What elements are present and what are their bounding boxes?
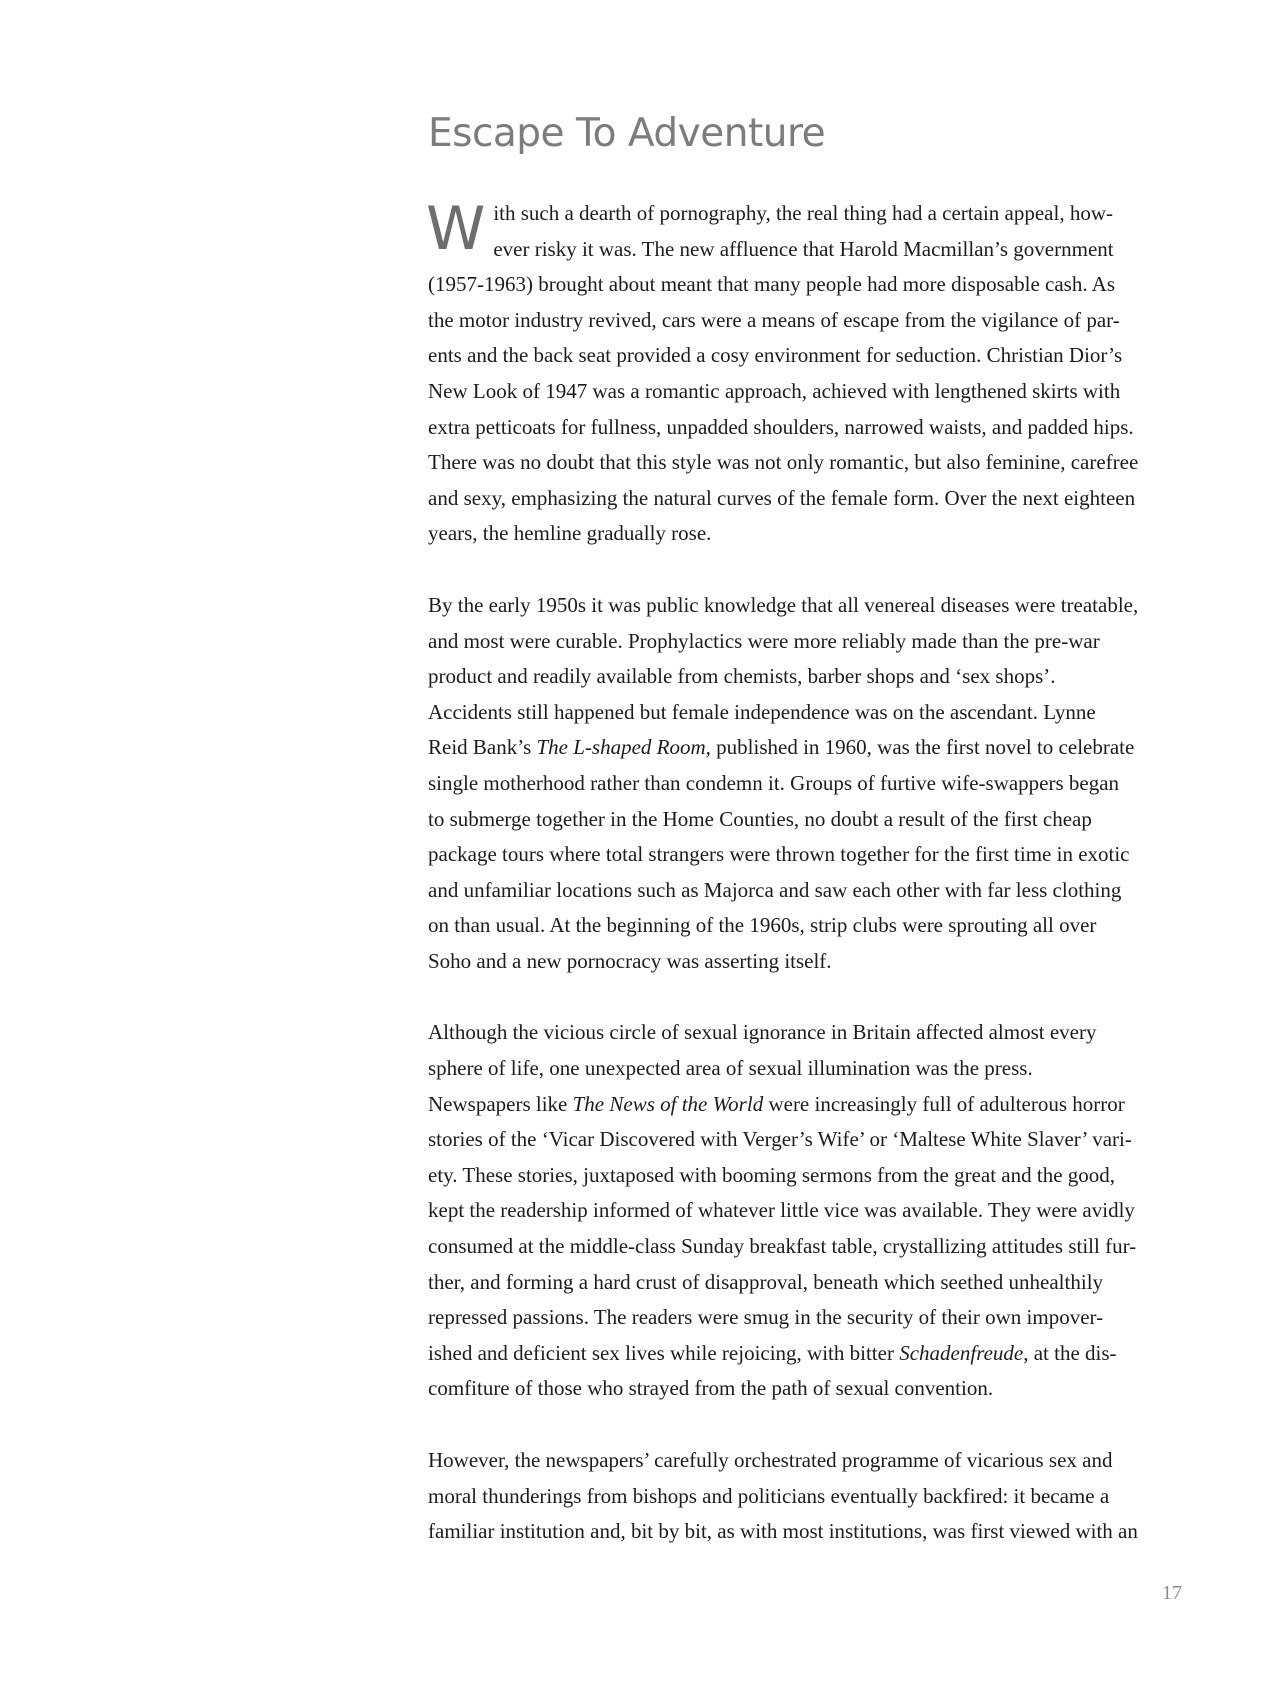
text-line: single motherhood rather than condemn it. Groups of furtive wife-swappers began [428,770,1120,795]
paragraph [428,1015,1188,1407]
text-line: comfiture of those who strayed from the path of sexual convention. [428,1376,994,1401]
text-line: stories of the ‘Vicar Discovered with Verger’s Wife’ or ‘Maltese White Slaver’ vari- [428,1127,1132,1152]
italic-title: The L-shaped Room [536,735,706,760]
text-line: and most were curable. Prophylactics were more reliably made than the pre-war [428,628,1100,653]
text-line: ith such a dearth of pornography, the real thing had a certain appeal, how- [493,201,1113,225]
italic-title: The News of the World [572,1091,764,1116]
text-line: Although the vicious circle of sexual ignorance in Britain affected almost every [428,1020,1097,1045]
text-line: However, the newspapers’ carefully orchestrated programme of vicarious sex and [428,1448,1113,1472]
text-run: Newspapers like [428,1091,573,1116]
text-line: years, the hemline gradually rose. [428,521,712,546]
text-run: , published in 1960, was the first novel to celebrate [705,735,1135,760]
text-line [428,730,1188,766]
paragraph [428,588,1188,980]
page-number: 17 [1162,1582,1182,1604]
paragraph [428,1443,1188,1550]
drop-cap: W [426,194,486,264]
text-line: moral thunderings from bishops and politicians eventually backfired: it became a [428,1483,1110,1508]
text-line: and sexy, emphasizing the natural curves of the female form. Over the next eighteen [428,485,1136,510]
text-line: kept the readership informed of whatever little vice was available. They were avidly [428,1198,1135,1223]
text-line: By the early 1950s it was public knowledge that all venereal diseases were treatable, [428,592,1139,617]
page-title: Escape To Adventure [428,111,826,156]
text-line: to submerge together in the Home Counties, no doubt a result of the first cheap [428,806,1092,831]
text-line: familiar institution and, bit by bit, as with most institutions, was first viewed with an [428,1519,1138,1544]
text-line [428,1087,1188,1123]
text-line: ents and the back seat provided a cosy environment for seduction. Christian Dior’s [428,343,1123,368]
text-line: ther, and forming a hard crust of disapproval, beneath which seethed unhealthily [428,1269,1104,1294]
text-line: extra petticoats for fullness, unpadded shoulders, narrowed waists, and padded hips. [428,414,1134,439]
text-line: New Look of 1947 was a romantic approach, achieved with lengthened skirts with [428,378,1121,403]
text-line: ever risky it was. The new affluence that Harold Macmillan’s government [493,236,1114,261]
text-line: the motor industry revived, cars were a means of escape from the vigilance of par- [428,307,1120,332]
text-run: were increasingly full of adulterous horror [763,1091,1125,1116]
italic-title: Schadenfreude [899,1340,1024,1365]
text-line: consumed at the middle-class Sunday breakfast table, crystallizing attitudes still fur- [428,1234,1137,1259]
text-line: on than usual. At the beginning of the 1960s, strip clubs were sprouting all over [428,913,1097,938]
paragraph [428,196,1188,552]
text-run: Reid Bank’s [428,735,537,760]
text-line: repressed passions. The readers were smug in the security of their own impover- [428,1305,1104,1330]
text-run: ished and deficient sex lives while rejoicing, with bitter [428,1340,900,1365]
article-body [428,196,1188,1586]
text-run: , at the dis- [1023,1340,1117,1365]
text-line: Soho and a new pornocracy was asserting itself. [428,948,832,973]
text-line [428,1336,1188,1372]
text-line: sphere of life, one unexpected area of sexual illumination was the press. [428,1056,1033,1081]
text-line: and unfamiliar locations such as Majorca and saw each other with far less clothing [428,877,1122,902]
text-line: There was no doubt that this style was not only romantic, but also feminine, carefree [428,450,1139,475]
text-line: package tours where total strangers were thrown together for the first time in exotic [428,842,1130,867]
text-line: product and readily available from chemists, barber shops and ‘sex shops’. [428,664,1056,689]
text-line: (1957-1963) brought about meant that many people had more disposable cash. As [428,272,1116,297]
text-line: ety. These stories, juxtaposed with booming sermons from the great and the good, [428,1162,1116,1187]
text-line: Accidents still happened but female independence was on the ascendant. Lynne [428,699,1096,724]
